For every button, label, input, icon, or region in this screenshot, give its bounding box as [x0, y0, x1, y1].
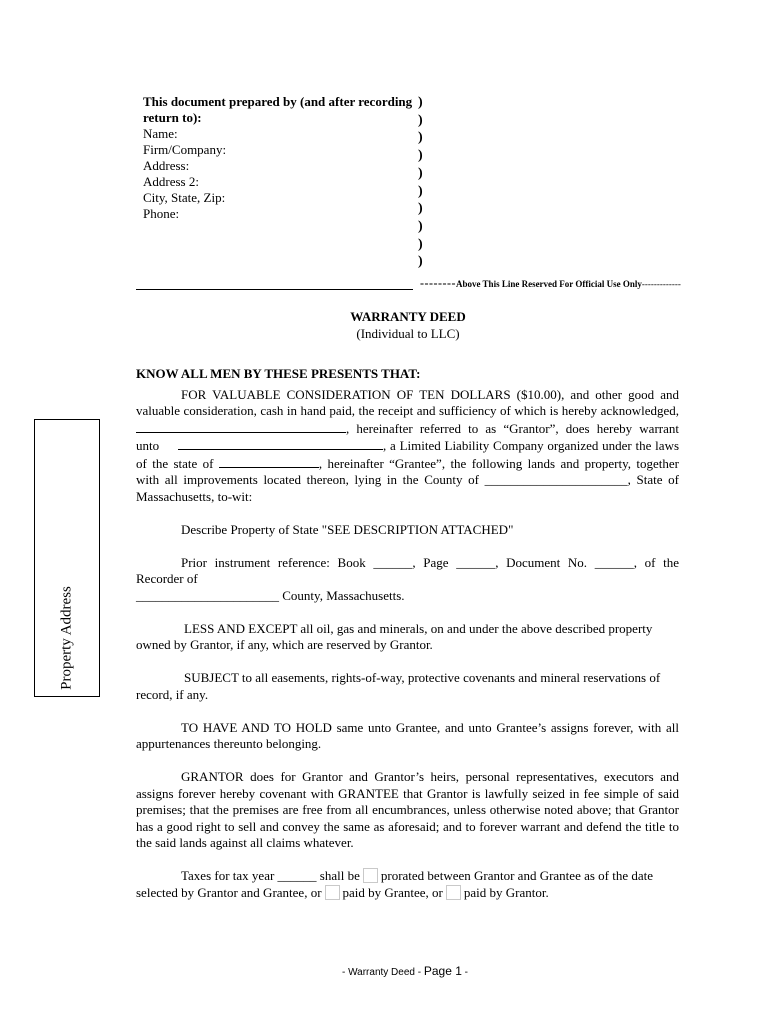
- prepared-by-title-line1: This document prepared by (and after recording: [143, 94, 413, 109]
- taxes-text-b: prorated between Grantor and Grantee as of the date selected by Grantor and Grantee, or: [136, 868, 654, 900]
- field-address-2[interactable]: Address 2:: [143, 174, 199, 189]
- field-firm-company[interactable]: Firm/Company:: [143, 142, 227, 157]
- paren: ): [418, 254, 423, 270]
- subject-to-paragraph: SUBJECT to all easements, rights-of-way, protective covenants and mineral reservations of record, if any.: [136, 670, 661, 702]
- prorated-checkbox[interactable]: [363, 868, 378, 883]
- to-have-and-to-hold-paragraph: TO HAVE AND TO HOLD same unto Grantee, and unto Grantee’s assigns forever, with all appurtenances thereunto belonging.: [136, 719, 679, 751]
- paren: ): [418, 95, 423, 110]
- paren: ): [418, 201, 423, 217]
- consideration-paragraph: [136, 387, 679, 506]
- paren: ): [418, 218, 423, 234]
- parenthesis-column: [418, 94, 428, 271]
- paren: ): [418, 112, 423, 128]
- paid-by-grantor-checkbox[interactable]: [446, 885, 461, 900]
- official-dashes: --------: [420, 276, 456, 290]
- document-subtitle: (Individual to LLC): [356, 326, 460, 341]
- taxes-text-d: paid by Grantor.: [463, 884, 549, 900]
- taxes-paragraph: [136, 868, 679, 901]
- paren: ): [418, 236, 423, 252]
- page-footer: [0, 964, 770, 978]
- taxes-text-c: paid by Grantee, or: [342, 884, 443, 900]
- describe-property-line: Describe Property of State "SEE DESCRIPTION ATTACHED": [181, 521, 514, 537]
- deed-body: [136, 366, 679, 901]
- prepared-by-block: [143, 94, 413, 222]
- paren: ): [418, 183, 423, 199]
- property-address-label: Property Address: [58, 586, 75, 690]
- county-state-line: ______________________, State of Massachusetts, to-wit:: [136, 472, 680, 504]
- field-city-state-zip[interactable]: City, State, Zip:: [143, 190, 226, 205]
- page-number: Page 1: [423, 964, 462, 978]
- consideration-text-b: , hereinafter referred to as “Grantor”, does hereby warrant unto: [136, 420, 679, 453]
- grantee-state-field[interactable]: [219, 455, 319, 468]
- paren: ): [418, 148, 423, 164]
- paren: ): [418, 130, 423, 146]
- footer-right: -: [461, 967, 469, 978]
- footer-left: - Warranty Deed -: [341, 967, 424, 978]
- grantee-name-field[interactable]: [178, 437, 383, 450]
- official-use-text: Above This Line Reserved For Official Use Only: [455, 279, 642, 289]
- consideration-text-a: FOR VALUABLE CONSIDERATION OF TEN DOLLARS ($10.00), and other good and valuable consideration, cash in hand paid, the receipt and sufficiency of which is hereby acknowledged,: [136, 386, 679, 418]
- consideration-text-d: , hereinafter “Grantee”, the following lands and property, together with all improvements located thereon, lying in the County of: [136, 455, 679, 487]
- field-address[interactable]: Address:: [143, 158, 190, 173]
- grantor-name-field[interactable]: [136, 420, 346, 433]
- prior-instrument-reference: Prior instrument reference: Book ______, Page ______, Document No. ______, of the Recorder of: [136, 554, 679, 586]
- official-use-notice: [420, 276, 681, 291]
- less-and-except-paragraph: LESS AND EXCEPT all oil, gas and minerals, on and under the above described property owned by Grantor, if any, which are reserved by Grantor.: [136, 620, 653, 652]
- taxes-text-a: Taxes for tax year ______ shall be: [181, 868, 360, 883]
- official-dashes-tail: -------------: [641, 279, 681, 289]
- paid-by-grantee-checkbox[interactable]: [325, 885, 340, 900]
- document-title: WARRANTY DEED: [350, 309, 466, 324]
- know-all-men-heading: KNOW ALL MEN BY THESE PRESENTS THAT:: [136, 366, 421, 381]
- consideration-text-c: , a Limited Liability Company organized under the laws of the state of: [136, 438, 680, 471]
- paren: ): [418, 165, 423, 181]
- grantor-covenant-paragraph: GRANTOR does for Grantor and Grantor’s heirs, personal representatives, executors and assigns forever hereby covenant with GRANTEE that Grantor is lawfully seized in fee simple of said premises; that the premises are free from all encumbrances, unless otherwise noted above; that Grantor has a good right to sell and convey the same as aforesaid; and to forever warrant and defend the title to the said lands against all claims whatever.: [136, 769, 679, 850]
- field-phone[interactable]: Phone:: [143, 206, 180, 221]
- field-name[interactable]: Name:: [143, 126, 178, 141]
- recording-signature-line: [136, 289, 413, 290]
- recorder-county-line: ______________________ County, Massachusetts.: [136, 587, 405, 603]
- prepared-by-title-line2: return to):: [143, 110, 202, 125]
